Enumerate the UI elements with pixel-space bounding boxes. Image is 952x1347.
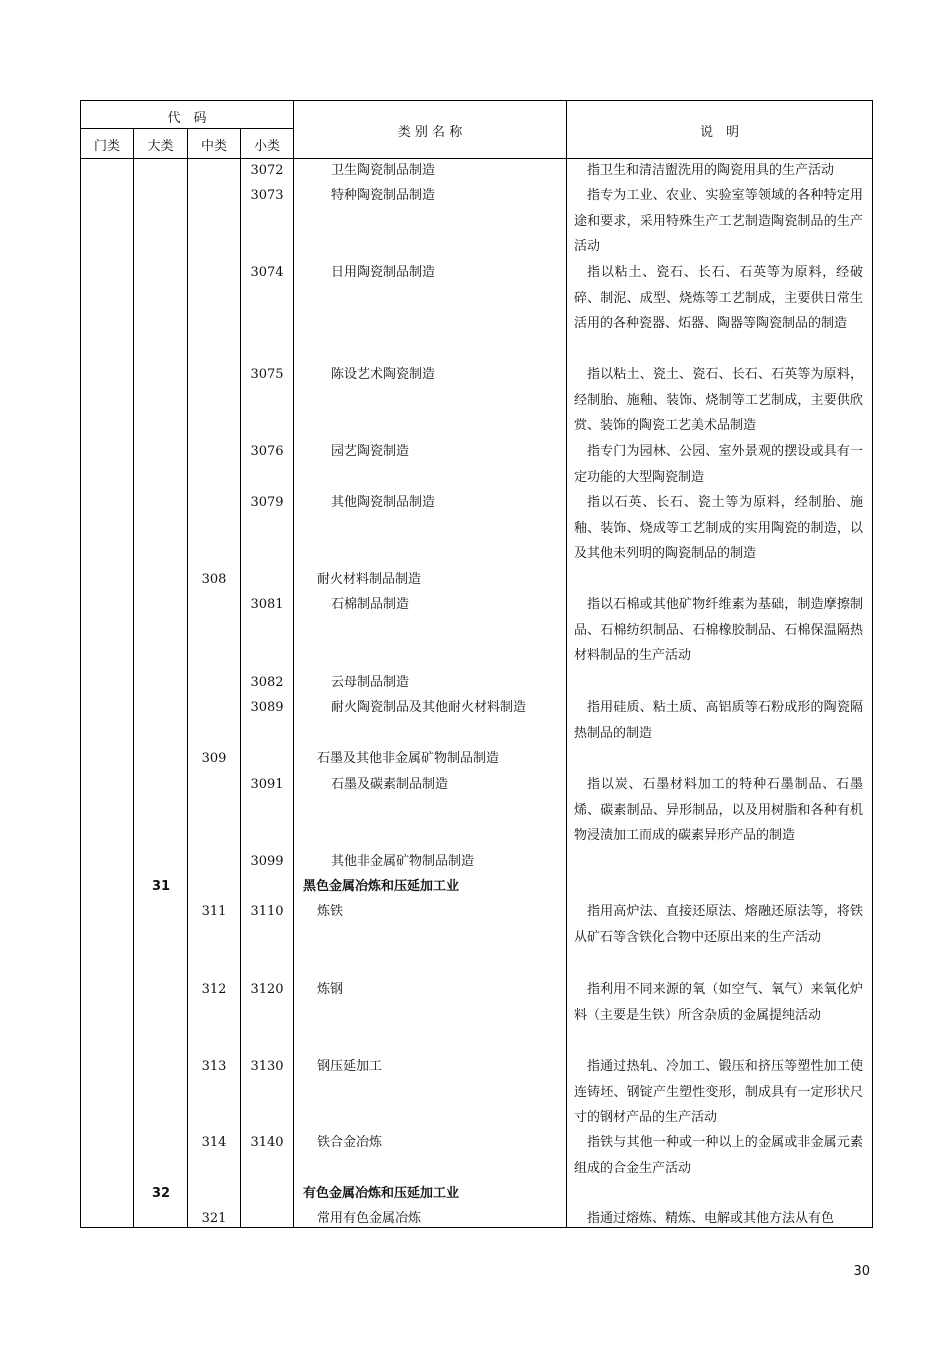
category-name: 钢压延加工 <box>317 1059 383 1074</box>
category-name: 云母制品制造 <box>331 675 410 690</box>
small-code: 3110 <box>250 904 284 919</box>
major-code: 31 <box>151 879 171 894</box>
category-desc: 指用硅质、粘土质、高铝质等石粉成形的陶瓷隔热制品的制造 <box>574 700 863 741</box>
category-desc: 指以粘土、瓷石、长石、石英等为原料，经破碎、制泥、成型、烧炼等工艺制成，主要供日常生活用的各种瓷器、炻器、陶器等陶瓷制品的制造 <box>574 265 863 332</box>
category-name: 其他陶瓷制品制造 <box>331 495 436 510</box>
header-mid: 中类 <box>200 139 227 154</box>
header-door: 门类 <box>93 139 120 154</box>
small-code: 3089 <box>250 700 284 715</box>
category-desc: 指专门为园林、公园、室外景观的摆设或具有一定功能的大型陶瓷制造 <box>574 444 863 485</box>
category-desc: 指以石棉或其他矿物纤维素为基础，制造摩擦制品、石棉纺织制品、石棉橡胶制品、石棉保温隔热材料制品的生产活动 <box>574 597 863 664</box>
category-name: 铁合金冶炼 <box>317 1135 383 1150</box>
category-desc: 指卫生和清洁盥洗用的陶瓷用具的生产活动 <box>587 163 835 178</box>
small-code: 3075 <box>250 367 284 382</box>
header-small: 小类 <box>253 139 280 154</box>
mid-code: 313 <box>201 1059 227 1074</box>
category-desc: 指以炭、石墨材料加工的特种石墨制品、石墨烯、碳素制品、异形制品，以及用树脂和各种有机物浸渍加工而成的碳素异形产品的制造 <box>574 777 863 844</box>
small-code: 3081 <box>250 597 284 612</box>
category-name: 有色金属冶炼和压延加工业 <box>303 1186 460 1201</box>
mid-code: 321 <box>201 1211 227 1226</box>
small-code: 3082 <box>250 675 284 690</box>
grid-line <box>566 101 567 1227</box>
category-name: 其他非金属矿物制品制造 <box>331 854 475 869</box>
category-name: 卫生陶瓷制品制造 <box>331 163 436 178</box>
category-name: 黑色金属冶炼和压延加工业 <box>303 879 460 894</box>
small-code: 3073 <box>250 188 284 203</box>
header-major: 大类 <box>147 139 174 154</box>
category-desc: 指铁与其他一种或一种以上的金属或非金属元素组成的合金生产活动 <box>574 1135 863 1176</box>
mid-code: 309 <box>201 751 227 766</box>
mid-code: 308 <box>201 572 227 587</box>
small-code: 3076 <box>250 444 284 459</box>
category-name: 常用有色金属冶炼 <box>317 1211 422 1226</box>
category-desc: 指通过热轧、冷加工、锻压和挤压等塑性加工使连铸坯、钢锭产生塑性变形，制成具有一定形状尺寸的钢材产品的生产活动 <box>574 1059 863 1126</box>
small-code: 3099 <box>250 854 284 869</box>
category-name: 陈设艺术陶瓷制造 <box>331 367 436 382</box>
category-name: 耐火材料制品制造 <box>317 572 422 587</box>
grid-line <box>293 101 294 1227</box>
category-name: 石墨及碳素制品制造 <box>331 777 449 792</box>
small-code: 3120 <box>250 982 284 997</box>
small-code: 3072 <box>250 163 284 178</box>
classification-table <box>80 100 873 1228</box>
grid-line <box>81 128 293 129</box>
category-name: 耐火陶瓷制品及其他耐火材料制造 <box>331 700 527 715</box>
category-name: 石棉制品制造 <box>331 597 410 612</box>
category-desc: 指用高炉法、直接还原法、熔融还原法等，将铁从矿石等含铁化合物中还原出来的生产活动 <box>574 904 863 945</box>
category-name: 特种陶瓷制品制造 <box>331 188 436 203</box>
category-desc: 指专为工业、农业、实验室等领域的各种特定用途和要求，采用特殊生产工艺制造陶瓷制品的生产活动 <box>574 188 863 255</box>
category-name: 石墨及其他非金属矿物制品制造 <box>317 751 500 766</box>
mid-code: 311 <box>201 904 227 919</box>
category-name: 园艺陶瓷制造 <box>331 444 410 459</box>
header-desc: 说 明 <box>699 125 739 140</box>
small-code: 3079 <box>250 495 284 510</box>
small-code: 3074 <box>250 265 284 280</box>
grid-line <box>133 101 134 1227</box>
category-name: 日用陶瓷制品制造 <box>331 265 436 280</box>
small-code: 3130 <box>250 1059 284 1074</box>
small-code: 3091 <box>250 777 284 792</box>
mid-code: 312 <box>201 982 227 997</box>
major-code: 32 <box>151 1186 171 1201</box>
category-name: 炼钢 <box>317 982 344 997</box>
header-name: 类 别 名 称 <box>397 125 463 140</box>
page-number: 30 <box>853 1264 870 1279</box>
category-name: 炼铁 <box>317 904 344 919</box>
small-code: 3140 <box>250 1135 284 1150</box>
mid-code: 314 <box>201 1135 227 1150</box>
category-desc: 指以石英、长石、瓷土等为原料，经制胎、施釉、装饰、烧成等工艺制成的实用陶瓷的制造，以及其他未列明的陶瓷制品的制造 <box>574 495 863 562</box>
category-desc: 指以粘土、瓷土、瓷石、长石、石英等为原料，经制胎、施釉、装饰、烧制等工艺制成，主要供欣赏、装饰的陶瓷工艺美术品制造 <box>574 367 863 434</box>
category-desc: 指通过熔炼、精炼、电解或其他方法从有色 <box>587 1211 835 1226</box>
category-desc: 指利用不同来源的氧（如空气、氧气）来氧化炉料（主要是生铁）所含杂质的金属提纯活动 <box>574 982 863 1023</box>
header-code: 代 码 <box>167 111 207 126</box>
